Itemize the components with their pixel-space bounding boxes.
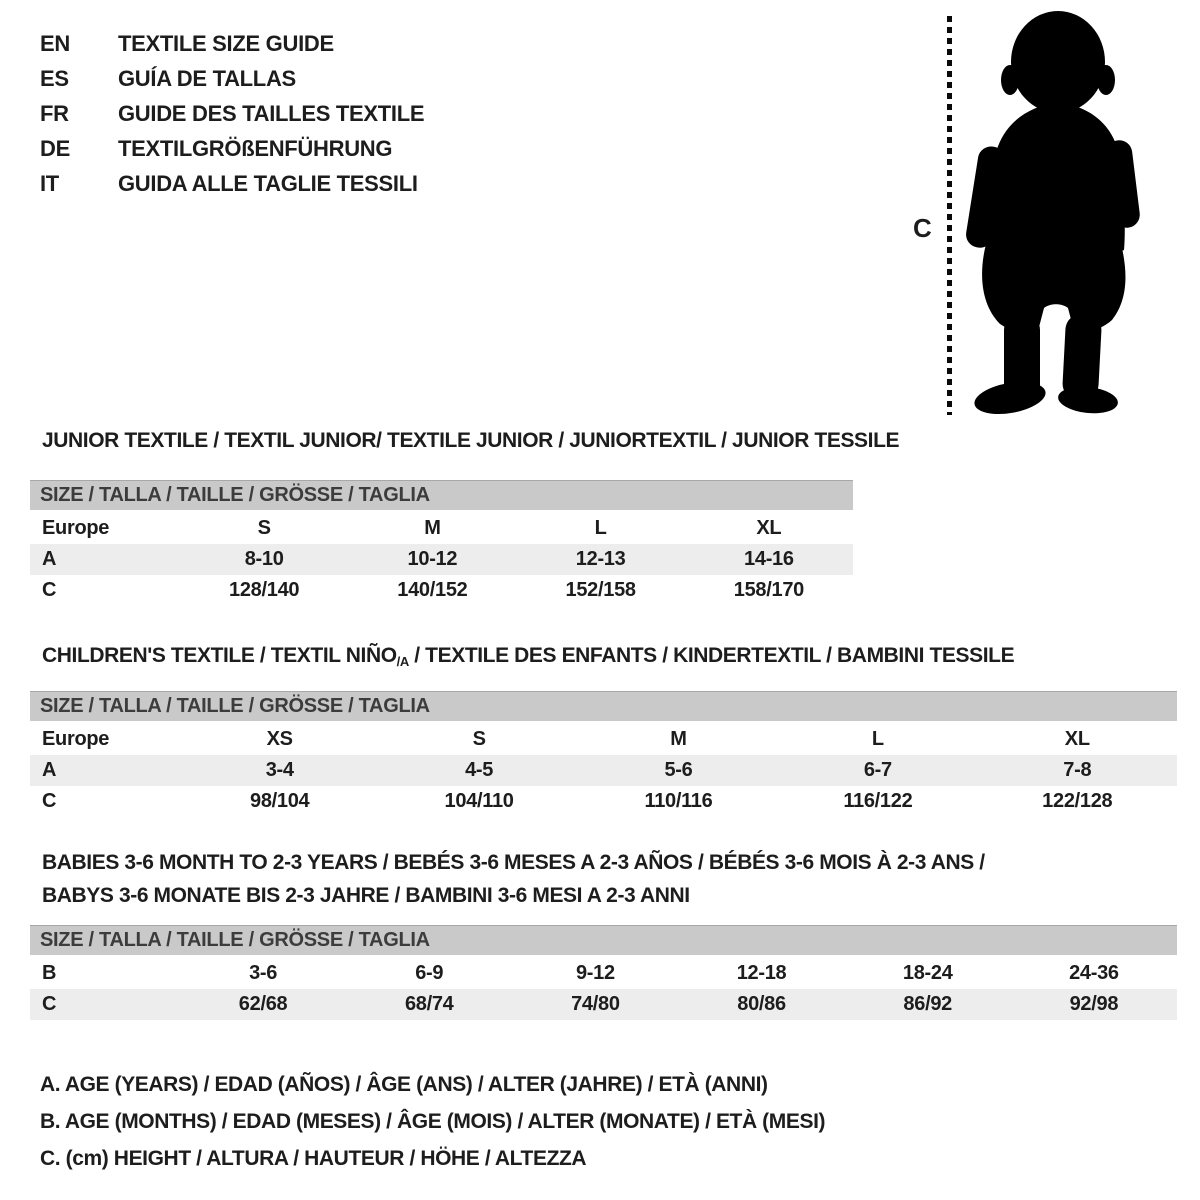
- toddler-silhouette-icon: [958, 8, 1146, 418]
- size-cell: S: [472, 728, 486, 750]
- language-row: [40, 96, 424, 131]
- size-cell: 12-13: [575, 548, 626, 570]
- size-header-bar: SIZE / TALLA / TAILLE / GRÖSSE / TAGLIA: [30, 925, 1177, 955]
- height-measure-dotted-line: [947, 16, 952, 415]
- language-title: GUIDA ALLE TAGLIE TESSILI: [118, 171, 418, 196]
- section-title-line2: BABYS 3-6 MONATE BIS 2-3 JAHRE / BAMBINI 3-6 MESI A 2-3 ANNI: [42, 884, 690, 907]
- language-row: [40, 131, 424, 166]
- language-title: TEXTILE SIZE GUIDE: [118, 31, 334, 56]
- language-row: [40, 26, 424, 61]
- size-cell: 6-9: [415, 962, 444, 984]
- language-code: FR: [40, 101, 69, 126]
- language-header: [40, 26, 424, 201]
- size-cell: 128/140: [229, 579, 300, 601]
- table-row: [30, 724, 1177, 755]
- row-label: A: [42, 759, 57, 781]
- section-title-line1: BABIES 3-6 MONTH TO 2-3 YEARS / BEBÉS 3-6 MESES A 2-3 AÑOS / BÉBÉS 3-6 MOIS À 2-3 ANS /: [42, 851, 985, 874]
- language-title: TEXTILGRÖßENFÜHRUNG: [118, 136, 393, 161]
- size-cell: 18-24: [902, 962, 953, 984]
- size-cell: XL: [756, 517, 782, 539]
- size-cell: 74/80: [571, 993, 620, 1015]
- row-label: C: [42, 790, 57, 812]
- size-cell: 86/92: [903, 993, 952, 1015]
- language-title: GUÍA DE TALLAS: [118, 66, 296, 91]
- size-cell: 80/86: [737, 993, 786, 1015]
- row-label: Europe: [42, 517, 110, 539]
- language-code: IT: [40, 171, 59, 196]
- section-title-text: CHILDREN'S TEXTILE / TEXTIL NIÑO: [42, 644, 397, 667]
- section-title: [30, 644, 1177, 669]
- size-cell: 7-8: [1063, 759, 1092, 781]
- size-cell: 6-7: [863, 759, 892, 781]
- size-cell: 104/110: [444, 790, 514, 812]
- size-cell: 5-6: [664, 759, 693, 781]
- size-cell: S: [257, 517, 271, 539]
- row-label: A: [42, 548, 57, 570]
- babies-size-table: [30, 958, 1177, 1020]
- children-size-table: [30, 724, 1177, 817]
- table-row: [30, 958, 1177, 989]
- footnote-a: A. AGE (YEARS) / EDAD (AÑOS) / ÂGE (ANS) / ALTER (JAHRE) / ETÀ (ANNI): [40, 1073, 768, 1096]
- size-header-bar: SIZE / TALLA / TAILLE / GRÖSSE / TAGLIA: [30, 480, 853, 510]
- table-row: [30, 544, 853, 575]
- size-cell: 8-10: [244, 548, 284, 570]
- size-cell: M: [670, 728, 687, 750]
- size-cell: 98/104: [250, 790, 310, 812]
- table-row: [30, 755, 1177, 786]
- size-cell: 68/74: [404, 993, 454, 1015]
- size-cell: XS: [266, 728, 293, 750]
- size-cell: L: [594, 517, 607, 539]
- size-cell: 158/170: [733, 579, 804, 601]
- footnote-c: C. (cm) HEIGHT / ALTURA / HAUTEUR / HÖHE / ALTEZZA: [40, 1147, 587, 1170]
- footnotes: [40, 1066, 825, 1177]
- size-cell: 116/122: [843, 790, 913, 812]
- row-label: C: [42, 993, 57, 1015]
- size-cell: 110/116: [644, 790, 713, 812]
- row-label: B: [42, 962, 57, 984]
- section-childrens-textile: [30, 644, 1177, 817]
- size-cell: 3-4: [265, 759, 294, 781]
- size-cell: 92/98: [1069, 993, 1119, 1015]
- language-row: [40, 61, 424, 96]
- size-cell: 3-6: [249, 962, 278, 984]
- size-cell: 9-12: [575, 962, 615, 984]
- size-cell: L: [871, 728, 884, 750]
- table-row: [30, 513, 853, 544]
- junior-size-table: [30, 513, 853, 606]
- size-cell: XL: [1064, 728, 1090, 750]
- measure-label-c: C: [913, 213, 932, 243]
- size-cell: 140/152: [397, 579, 468, 601]
- row-label: C: [42, 579, 57, 601]
- footnote-b: B. AGE (MONTHS) / EDAD (MESES) / ÂGE (MOIS) / ALTER (MONATE) / ETÀ (MESI): [40, 1110, 826, 1133]
- size-cell: 62/68: [238, 993, 288, 1015]
- table-row: [30, 989, 1177, 1020]
- size-cell: M: [424, 517, 441, 539]
- language-code: ES: [40, 66, 69, 91]
- size-cell: 10-12: [407, 548, 458, 570]
- size-cell: 122/128: [1042, 790, 1113, 812]
- language-code: DE: [40, 136, 70, 161]
- section-title-subscript: /A: [396, 654, 409, 669]
- size-cell: 12-18: [736, 962, 787, 984]
- table-row: [30, 575, 853, 606]
- section-junior-textile: [30, 429, 900, 606]
- size-cell: 14-16: [744, 548, 794, 570]
- row-label: Europe: [42, 728, 110, 750]
- section-babies-textile: [30, 846, 1177, 1020]
- size-header-bar: SIZE / TALLA / TAILLE / GRÖSSE / TAGLIA: [30, 691, 1177, 721]
- size-cell: 24-36: [1069, 962, 1119, 984]
- language-title: GUIDE DES TAILLES TEXTILE: [118, 101, 425, 126]
- language-row: [40, 166, 424, 201]
- table-row: [30, 786, 1177, 817]
- language-code: EN: [40, 31, 70, 56]
- size-cell: 152/158: [565, 579, 636, 601]
- section-title: JUNIOR TEXTILE / TEXTIL JUNIOR/ TEXTILE JUNIOR / JUNIORTEXTIL / JUNIOR TESSILE: [42, 429, 900, 452]
- size-cell: 4-5: [465, 759, 494, 781]
- section-title-text: / TEXTILE DES ENFANTS / KINDERTEXTIL / BAMBINI TESSILE: [408, 644, 1015, 667]
